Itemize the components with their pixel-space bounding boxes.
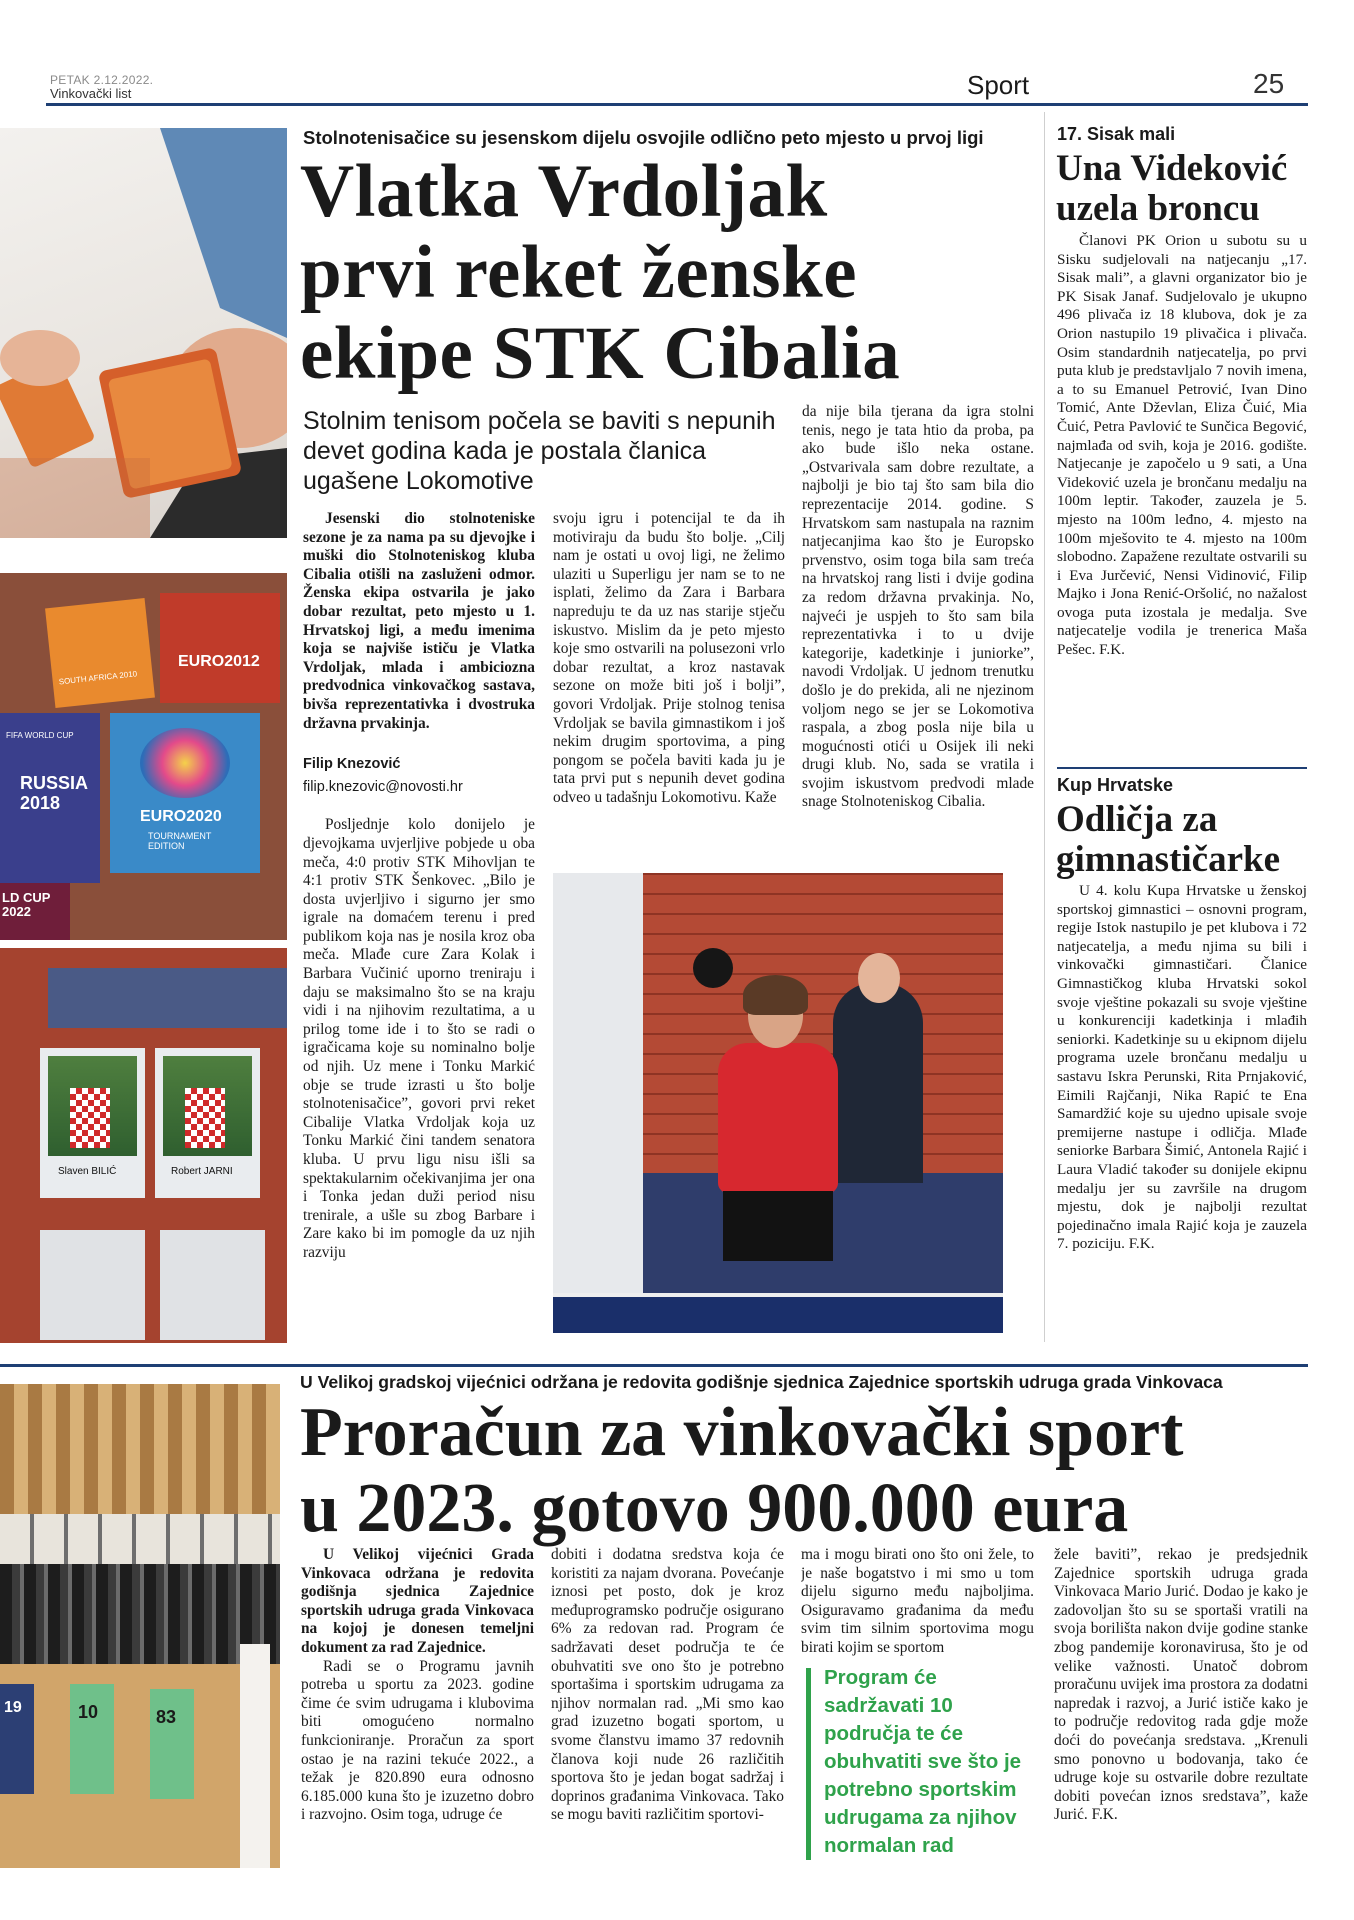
sidebar-2-kicker: Kup Hrvatske (1057, 775, 1174, 795)
player-mid (70, 1684, 114, 1794)
sticker-bilic-name: Slaven BILIĆ (58, 1166, 117, 1177)
table-tennis-player-photo (553, 873, 1003, 1333)
bottom-col-2-body: dobiti i dodatna sredstva koja će koristiti za najam dvorana. Povećanje iznosi pet posto, dok je kroz međuprogramsko područje osigurano 6% za redovan rad. Program će sadržavati deset područja te će obuhvatiti sve ono što je potrebno sportašima i sportskim udrugama za njihov normalan rad. „Mi smo kao grad izuzetno bogati sportom, u svome članstvu imamo 37 redovnih članova koji nude 26 različitih sportova što je jedan bogat sadržaj i doprinos građanima Vinkovaca. Tako se mogu baviti različitim sportovi- (551, 1546, 784, 1824)
bottom-col-1-body: Radi se o Programu javnih potreba u sportu za 2023. godine čime će svim udrugama i klubovima biti omogućeno normalno funkcioniranje. Proračun za sport ostao je na razini tekuće 2022., a težak je 820.890 eura odnosno 6.185.000 kuna što je izuzetno dobro i razvojno. Osim toga, udruge će (301, 1657, 534, 1824)
album-tournament-label: TOURNAMENT EDITION (148, 831, 212, 851)
sticker-jarni (155, 1048, 260, 1198)
album-russia2018 (0, 713, 100, 883)
bottom-title-line-2: u 2023. gotovo 900.000 eura (300, 1470, 1129, 1547)
hall-windows (0, 1514, 280, 1564)
sticker-bottom-right (160, 1230, 265, 1340)
main-col-2-body: svoju igru i potencijal te da ih motiviraju da budu što bolje. „Cilj nam je ostati u ovoj ligi, ne želimo ulaziti u Superligu jer nam se to ne isplati, želimo da Zara i Barbara napreduju te da uz nas starije stječu iskustvo. Mislim da je peto mjesto koje smo ostvarili na polusezoni vrlo dobar rezultat, a kroz nastavak sezone on može biti još i bolji”, govori Vrdoljak. Prije stolnog tenisa Vrdoljak se bavila gimnastikom i još nekim drugim sportovima, a ping pongom se počela baviti kada ju je tata prvi put s nepunih devet godina odveo u tadašnju Lokomotivu. Kaže (553, 510, 785, 806)
album-cup2022-label: LD CUP 2022 (2, 890, 51, 919)
hall-white-post (240, 1644, 270, 1868)
coach-head (858, 953, 900, 1003)
paddle (693, 948, 733, 988)
sticker-bilic-shirt (70, 1088, 110, 1148)
bottom-col-2 (551, 1546, 784, 1868)
page-number: 25 (1253, 68, 1285, 99)
sidebar-divider (1044, 112, 1045, 1342)
player-right-number: 83 (156, 1707, 177, 1727)
bottom-col-1 (301, 1546, 534, 1868)
sidebar-1-body-col (1057, 232, 1307, 762)
bottom-kicker: U Velikoj gradskoj vijećnici održana je redovita godišnje sjednica Zajednice sportskih udruga grada Vinkovaca (300, 1372, 1223, 1392)
sticker-jarni-shirt (185, 1088, 225, 1148)
table-edge (553, 1293, 1003, 1333)
sports-hall-photo (0, 1384, 280, 1868)
player-skirt (723, 1191, 833, 1261)
sidebar-1-title-line-1: Una Videković (1056, 148, 1288, 189)
sidebar-1-kicker: 17. Sisak mali (1057, 124, 1176, 144)
header-section: Sport (967, 70, 1030, 100)
album-south-africa-label: SOUTH AFRICA 2010 (58, 669, 138, 687)
main-col-3 (802, 403, 1034, 863)
sidebar-1-title (1056, 149, 1308, 229)
main-col-1 (303, 510, 535, 1340)
hall-crowd (0, 1564, 280, 1664)
left-wall (553, 873, 643, 1333)
coach-figure (833, 983, 923, 1183)
main-lead: Jesenski dio stolnoteniske sezone je za nama pa su djevojke i muški dio Stolnoteniskog kluba Cibalia otišli na zasluženi odmor. Ženska ekipa ostvarila je jako dobar rezultat, peto mjesto u 1. Hrvatskoj ligi, a među imenima koja se najviše ističu je Vlatka Vrdoljak, mlada i ambiciozna predvodnica vinkovačkog sastava, bivša reprezentativka i dvostruka državna prvakinja. (303, 510, 535, 732)
main-title-line-3: ekipe STK Cibalia (300, 312, 901, 395)
sticker-bottom-left (40, 1230, 145, 1340)
main-col-1-body: Posljednje kolo donijelo je djevojkama uvjerljive pobjede u oba meča, 4:0 protiv STK Mihovljan te 4:1 protiv STK Šenkovec. „Bilo je dosta uvjerljivo i sigurno jer smo igrale na domaćem terenu i pred publikom koja nas je nosila kroz oba meča. Mlađe cure Zara Kolak i Barbara Vučinić uporno treniraju i daju se maksimalno što se na kraju vidi i na njihovim rezultatima, a u prilog tome ide i to što se radi o igračicama koje su nominalno bolje od njih. Uz mene i Tonku Markić obje se trude izrasti u što bolje stolnotenisačice”, govori prvi reket Cibalije Vlatka Vrdoljak koja uz Tonku Markić čini tandem senatora kluba. U prvu ligu nisu išli sa spektakularnim očekivanjima jer ona i Tonka jedan duži period nisu trenirale, a ušle su zbog Barbare i Zare kako bi im pomogle da uz njih razviju (303, 816, 535, 1261)
bottom-title (300, 1395, 1310, 1547)
album-euro2020 (110, 713, 260, 873)
sticker-bilic (40, 1048, 145, 1198)
sticker-jarni-name: Robert JARNI (171, 1166, 233, 1177)
author-email[interactable]: filip.knezovic@novosti.hr (303, 778, 463, 795)
bottom-col-4 (1054, 1546, 1308, 1868)
sticker-top-panel (48, 968, 287, 1028)
hands-cards-photo (0, 128, 287, 538)
player-body (718, 1043, 838, 1193)
player-hair (743, 975, 808, 1015)
header-date: PETAK 2.12.2022. (50, 73, 154, 87)
player-mid-number: 10 (78, 1702, 99, 1722)
header-rule (46, 103, 1308, 106)
album-cup2022 (0, 883, 70, 940)
sidebar-2-title-line-1: Odličja za (1056, 799, 1218, 840)
sidebar-2-title-line-2: gimnastičarke (1056, 839, 1281, 880)
main-title (300, 151, 1020, 394)
main-title-line-1: Vlatka Vrdoljak (300, 150, 828, 233)
album-euro2020-label: EURO2020 (140, 808, 222, 825)
author-name: Filip Knezović (303, 756, 401, 773)
album-euro2012 (160, 593, 280, 703)
pull-quote: Program će sadržavati 10 područja te će obuhvatiti sve što je potrebno sportskim udrugama za njihov normalan rad (824, 1666, 1022, 1857)
bottom-article-rule (0, 1364, 1308, 1367)
sidebar-2-body: U 4. kolu Kupa Hrvatske u ženskoj sportskoj gimnastici – osnovni program, regije Istok nastupilo je pet klubova i 72 natjecatelja, a među njima su bili i vinkovački gimnastičari. Članice Gimnastičkog kluba Hrvatski sokol svoje vještine pokazali su svoje vještine u konkurenciji kadetkinja i mlađih seniorki. Kadetkinje su u ekipnom dijelu programa uzele brončanu medalju u sastavu Iskra Perunski, Rita Prnjaković, Eimili Rajčanji, Nika Rapić te Ena Samardžić koje su ujedno upisale svoje premijerne nastupe i odličja. Mlađe seniorke Barbara Šimić, Antonela Rajić i Laura Vladić također su donijele ekipnu medalju jer su završile na drugom mjestu, dok je najbolji rezultat pojedinačno imala Rajić koja je zauzela 7. poziciju. F.K. (1057, 882, 1307, 1253)
bottom-col-4-body: žele baviti”, rekao je predsjednik Zajednice sportskih udruga grada Vinkovaca Mario Jurić. Dodao je kako je zadovoljan što su se sportaši vratili na svoja borilišta nakon dvije godine stanke zbog pandemije koronavirusa, što je od velike važnosti. Unatoč dobrom proračunu uvijek ima prostora za dodatni napredak i razvoj, a Jurić ističe kako je to područje redovitog rada gdje može doći do povećanja sredstava. „Krenuli smo ponovno u bodovanja, tako će udruge koje su ostvarile dobre rezultate dobiti povećan iznos sredstava”, kaže Jurić. F.K. (1054, 1546, 1308, 1824)
sidebar-2-title (1056, 800, 1308, 880)
sticker-albums-photo (0, 573, 287, 940)
bottom-lead: U Velikoj vijećnici Grada Vinkovaca održana je redovita godišnja sjednica Zajednice sportskih udruga grada Vinkovaca na kojoj je donesen temeljni dokument za rad Zajednice. (301, 1546, 534, 1656)
header-publication: Vinkovački list (50, 86, 132, 101)
album-south-africa (45, 598, 155, 708)
hands-illustration (0, 128, 287, 538)
album-russia-label: RUSSIA 2018 (20, 773, 89, 813)
sidebar-rule (1057, 767, 1307, 769)
bottom-title-line-1: Proračun za vinkovački sport (300, 1394, 1184, 1471)
main-col-2 (553, 510, 785, 855)
sidebar-1-body: Članovi PK Orion u subotu su u Sisku sudjelovali na natjecanju „17. Sisak mali”, a glavni organizator bio je PK Sisak Janaf. Sudjelovalo je ukupno 496 plivača iz 18 klubova, dok je za Orion nastupilo 19 plivačica i plivača. Osim standardnih natjecatelja, po prvi puta klub je predstavljalo 7 novih imena, a to su Emanuel Petrović, Ivan Dino Tomić, Ante Dževlan, Eliza Čuić, Mia Čuić, Petra Pavlović te Sunčica Begović, najmlađa od svih, koja je 2016. godište. Natjecanje je započelo u 9 sati, a Una Videković uzela je brončanu medalju na 100m leptir. Također, zauzela je 5. mjesto na 100m leđno, 4. mjesto na 100m mješovito te 4. mjesto na 100m slobodno. Zapažene rezultate ostvarili su i Eva Jurčević, Nensi Vidinović, Filip Majko i Jona Renić-Oršolić, no nažalost ovoga puta izostala je medalja. Sve natjecatelje vodila je trenerica Maša Pešec. F.K. (1057, 232, 1307, 659)
player-right (150, 1689, 194, 1799)
bottom-col-3-body: ma i mogu birati ono što oni žele, to je naše bogatstvo i mi smo u tom dijelu sigurno među najboljima. Osiguravamo građanima da među svim tim silnim sportovima mogu birati kojim se sportom (801, 1546, 1034, 1656)
sidebar-2-body-col (1057, 882, 1307, 1342)
player-stickers-photo (0, 948, 287, 1343)
euro2020-swirl (140, 728, 230, 798)
hall-ceiling (0, 1384, 280, 1514)
pull-quote-bar (806, 1668, 811, 1860)
bottom-col-3 (801, 1546, 1034, 1658)
album-world-cup-label: FIFA WORLD CUP (6, 731, 74, 740)
album-euro2012-label: EURO2012 (178, 653, 260, 670)
main-title-line-2: prvi reket ženske (300, 231, 858, 314)
hall-floor (0, 1664, 280, 1868)
sidebar-1-title-line-2: uzela broncu (1056, 188, 1260, 229)
main-kicker: Stolnotenisačice su jesenskom dijelu osvojile odlično peto mjesto u prvoj ligi (303, 127, 984, 148)
main-subtitle: Stolnim tenisom počela se baviti s nepunih devet godina kada je postala članica ugašene Lokomotive (303, 407, 776, 495)
player-left-number: 19 (4, 1699, 22, 1716)
main-col-3-body: da nije bila tjerana da igra stolni tenis, nego je tata htio da proba, pa ako bude išlo neka ostane. „Ostvarivala sam dobre rezultate, a najbolji je bio taj što sam bila dio reprezentacije 2014. godine. S Hrvatskom sam nastupala na raznim natjecanjima kao što je Europsko prvenstvo, osim toga bila sam treća na hrvatskoj rang listi i dvije godina za redom državna prvakinja. No, najveći je uspjeh to što sam bila reprezentativka i to u dvije kategorije, kadetkinje i juniorke”, navodi Vrdoljak. U jednom trenutku došlo je do prekida, ali ne njezinom voljom nego se jer se Lokomotiva raspala, a zbog posla nije bila u mogućnosti otići u Osijek ili neki drugi klub. No, sada se vratila i svojim iskustvom predvodi mlade snage Stolnoteniskog Cibalia. (802, 403, 1034, 811)
